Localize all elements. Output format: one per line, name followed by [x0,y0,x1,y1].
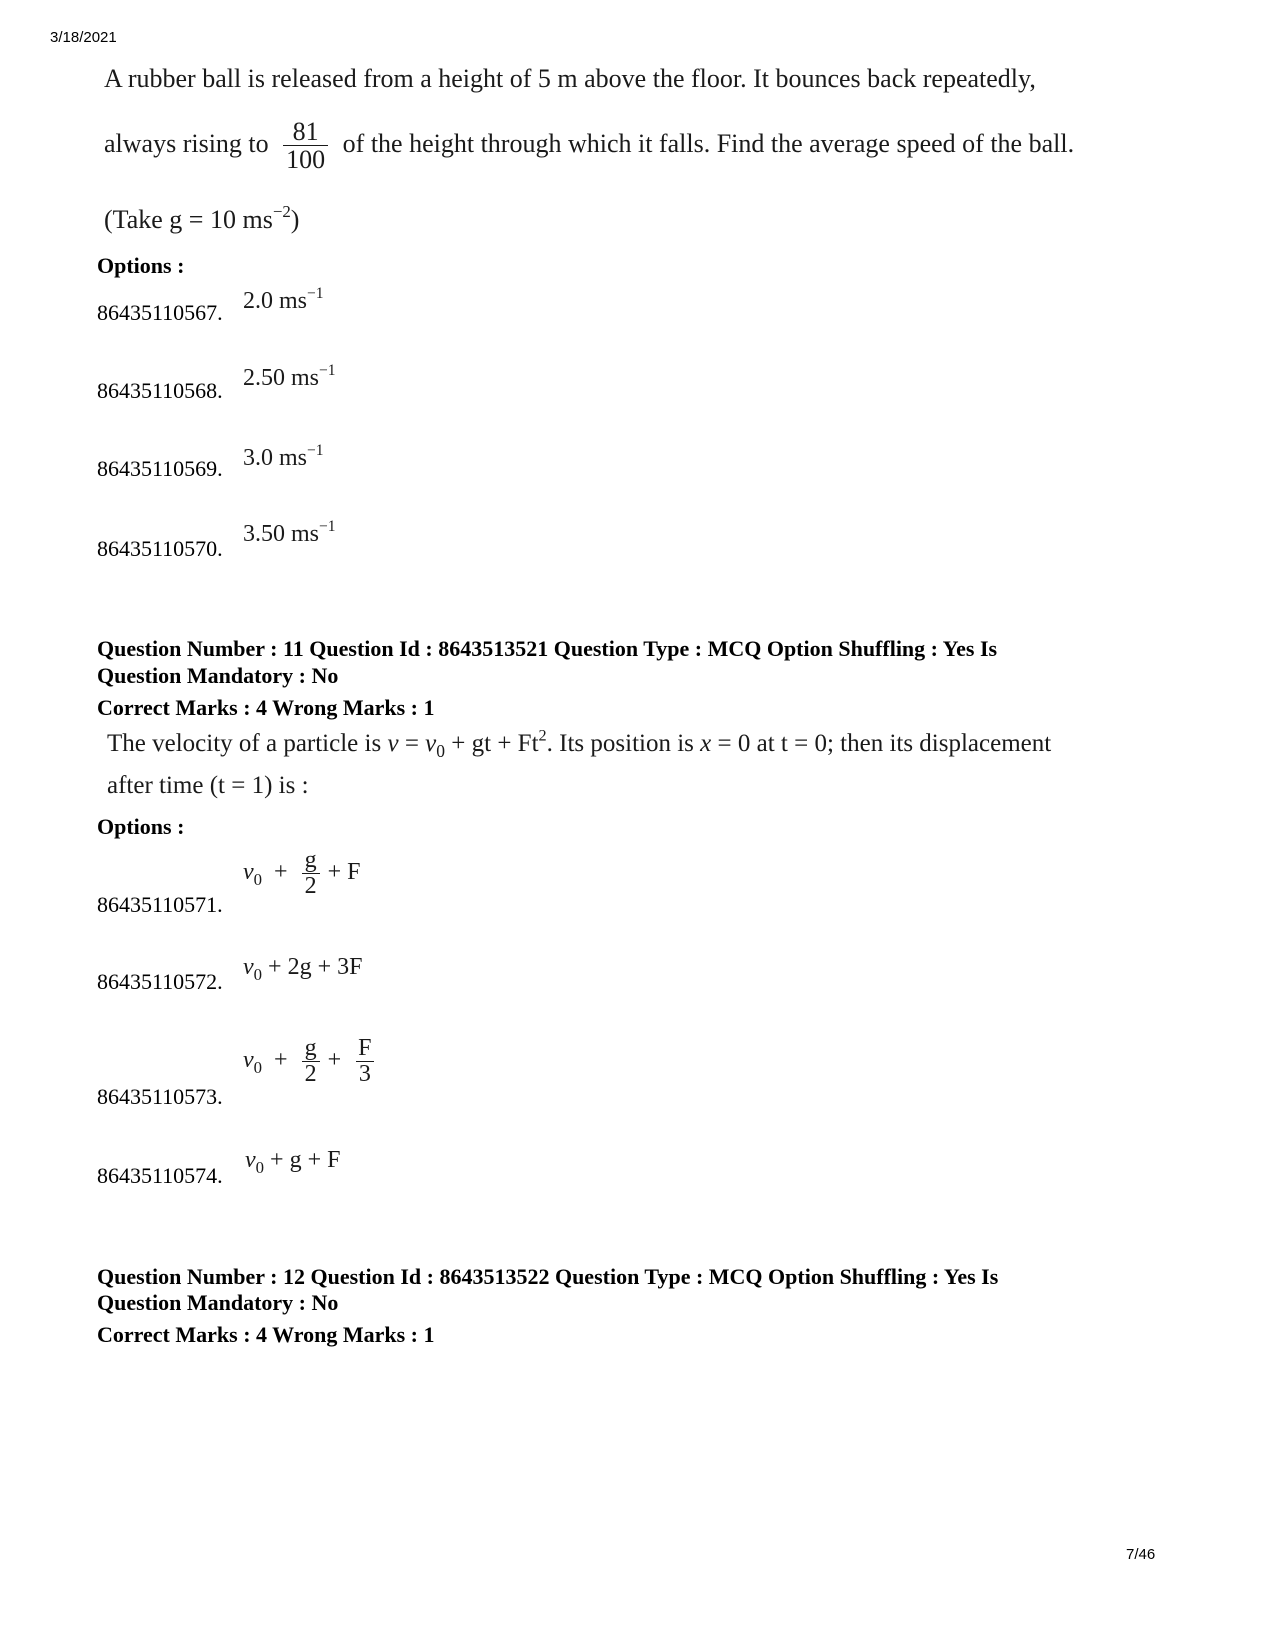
print-date: 3/18/2021 [50,29,117,46]
q11-stem-a: The velocity of a particle is [107,730,382,757]
q11-o2-v: v [243,954,254,980]
q11-meta-line1: Question Number : 11 Question Id : 8643513521 Question Type : MCQ Option Shuffling : Yes Is [97,636,998,661]
q11-o3-frac1-num: g [304,1035,317,1061]
q10-option-1-value[interactable] [243,284,324,315]
q11-stem-x: x [700,730,712,757]
q11-o1-plus: + [274,859,288,886]
q11-option-1-value[interactable] [243,848,360,899]
q10-option-1-id: 86435110567. [97,300,223,325]
q11-option-3-value[interactable] [243,1036,383,1087]
q10-take-exponent: −2 [272,202,291,222]
q11-o3-frac2-num: F [358,1035,372,1061]
q11-stem-sub0: 0 [436,741,446,762]
q11-stem-c: . Its position is [546,730,694,757]
q10-option-3-exp: −1 [307,441,324,459]
q10-option-2-id: 86435110568. [97,378,223,403]
q10-stem-line1: A rubber ball is released from a height of 5 m above the floor. It bounces back repeatedly, [104,64,1036,93]
q11-options-label: Options : [97,814,185,839]
q10-option-2-text: 2.50 ms [243,365,320,391]
q11-o3-fraction-2 [355,1036,374,1087]
q11-stem-sq: 2 [538,726,547,745]
q11-stem-v: v [387,730,399,757]
q12-meta-line1: Question Number : 12 Question Id : 8643513522 Question Type : MCQ Option Shuffling : Yes Is [97,1264,999,1289]
q10-fraction-denominator: 100 [283,145,328,173]
q11-o1-v: v [243,859,254,886]
q11-option-3-id: 86435110573. [97,1084,223,1109]
q10-option-1-text: 2.0 ms [243,288,308,314]
q12-marks: Correct Marks : 4 Wrong Marks : 1 [97,1322,435,1347]
q11-o3-plus2: + [327,1047,342,1074]
q10-option-2-value[interactable] [243,361,336,392]
q11-option-4-value[interactable] [245,1147,341,1177]
q10-option-4-exp: −1 [319,517,336,535]
q11-o2-rest: + 2g + 3F [262,954,363,980]
q10-option-3-text: 3.0 ms [243,445,308,471]
q10-take-text: (Take g = 10 ms [104,205,273,234]
q10-option-2-exp: −1 [319,361,336,379]
q11-stem-d: = 0 at t = 0; then its displacement [711,730,1052,757]
page-number: 7/46 [1126,1546,1156,1563]
q11-o3-v: v [243,1047,254,1074]
q11-o3-plus1: + [274,1047,288,1074]
q10-option-3-id: 86435110569. [97,456,223,481]
q10-options-label: Options : [97,253,185,278]
q11-o3-sub: 0 [253,1058,263,1078]
q11-o1-rest: + F [327,859,361,886]
q11-stem-eq: = [398,730,426,757]
q10-take-g [104,202,300,235]
q11-o2-sub: 0 [253,964,263,984]
q11-stem-line2: after time (t = 1) is : [107,772,309,799]
q11-meta-line2: Question Mandatory : No [97,663,339,688]
q11-o1-fraction [302,848,320,899]
q11-marks: Correct Marks : 4 Wrong Marks : 1 [97,695,435,720]
q11-option-1-id: 86435110571. [97,892,223,917]
q11-o1-frac-num: g [304,847,317,873]
q10-take-close: ) [290,205,300,234]
q10-fraction [283,118,328,174]
q10-option-4-id: 86435110570. [97,536,223,561]
q10-fraction-numerator: 81 [292,117,319,146]
q10-stem-line2-pre: always rising to [104,128,269,158]
q11-option-4-id: 86435110574. [97,1163,223,1188]
q11-o3-frac2-den: 3 [356,1061,374,1087]
q11-o4-sub: 0 [255,1157,265,1177]
q11-stem-b: + gt + Ft [445,730,539,757]
q11-o3-fraction-1 [302,1036,320,1087]
q11-option-2-value[interactable] [243,954,363,984]
q11-o4-v: v [245,1147,256,1173]
q11-stem-line1 [107,726,1052,762]
q11-o4-rest: + g + F [264,1147,341,1173]
q12-meta-line2: Question Mandatory : No [97,1290,339,1315]
q10-option-4-value[interactable] [243,517,336,548]
q10-option-4-text: 3.50 ms [243,521,320,547]
q10-option-3-value[interactable] [243,441,324,472]
q11-o1-sub: 0 [253,870,263,890]
q10-stem-line2-post: of the height through which it falls. Find the average speed of the ball. [342,128,1075,158]
q11-o1-frac-den: 2 [302,873,320,899]
q10-stem-line2 [104,118,1074,174]
q10-option-1-exp: −1 [307,284,324,302]
q11-o3-frac1-den: 2 [302,1061,320,1087]
q11-option-2-id: 86435110572. [97,969,223,994]
q11-stem-v0: v [425,730,437,757]
